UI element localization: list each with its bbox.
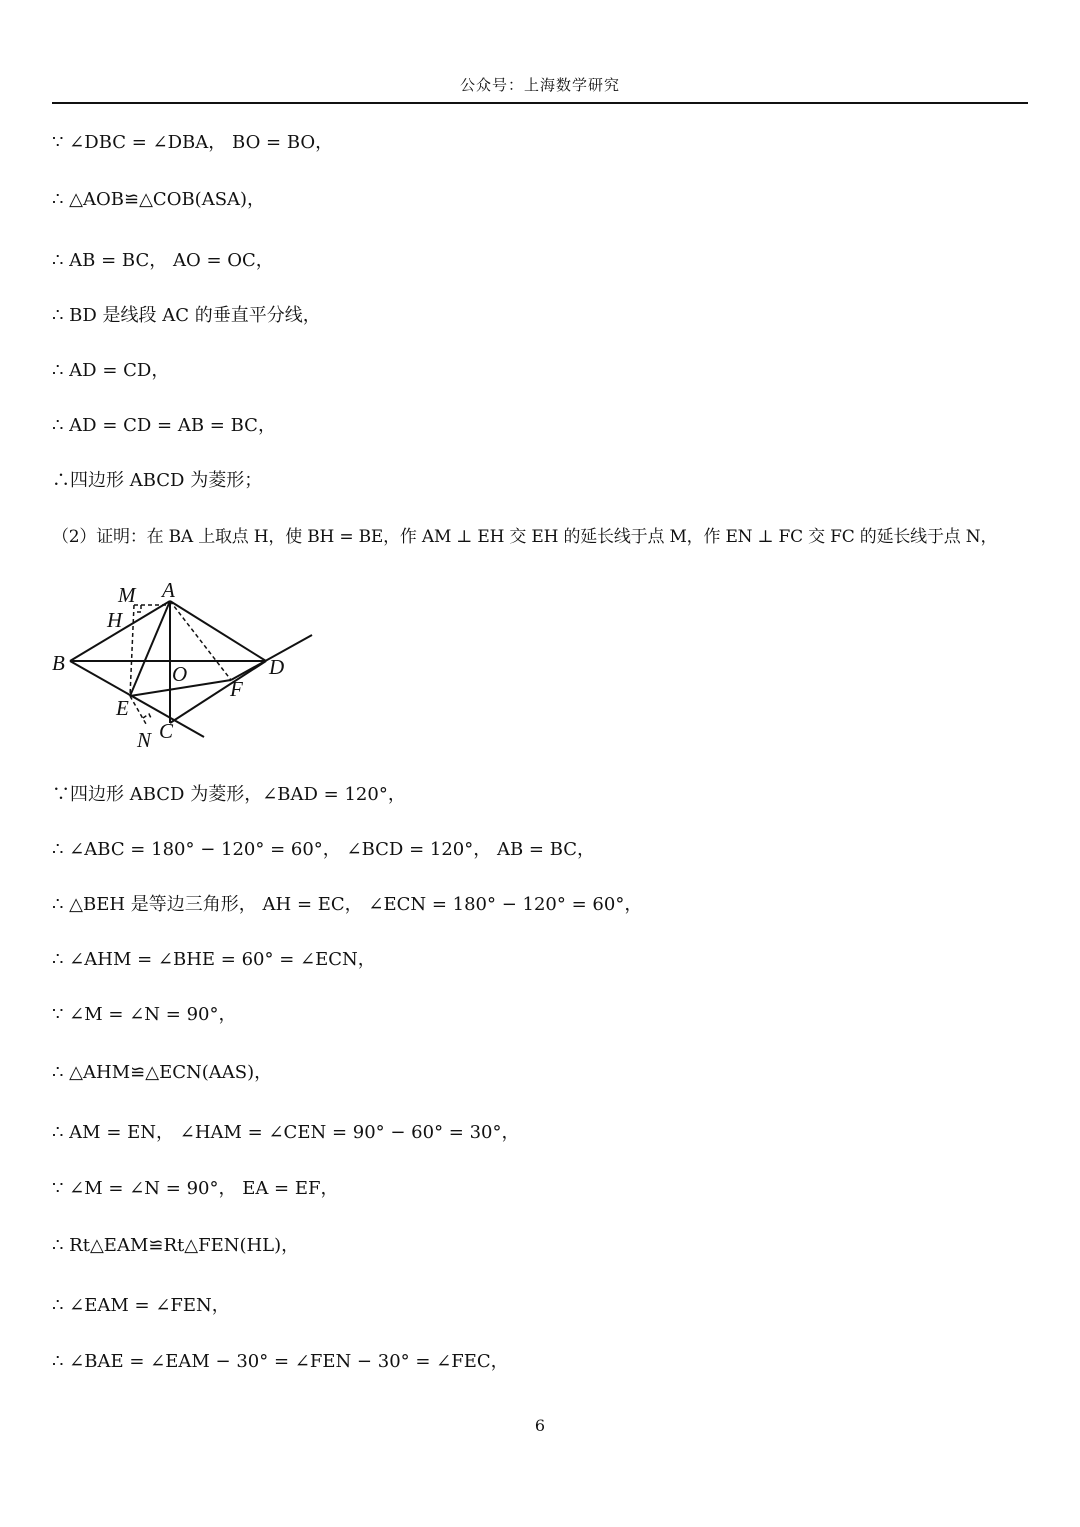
proof-line-16: ∵ ∠M = ∠N = 90°， EA = EF，	[52, 1178, 339, 1199]
proof-line-4: ∴ BD 是线段 AC 的垂直平分线，	[52, 305, 321, 326]
proof-line-18: ∴ ∠EAM = ∠FEN，	[52, 1295, 230, 1316]
proof-line-14: ∴ △AHM≌△ECN(AAS)，	[52, 1062, 273, 1083]
label-B: B	[52, 651, 65, 675]
proof-line-17: ∴ Rt△EAM≌Rt△FEN(HL)，	[52, 1235, 300, 1256]
geometry-diagram	[48, 578, 328, 756]
label-H: H	[107, 608, 123, 632]
proof-line-19: ∴ ∠BAE = ∠EAM − 30° = ∠FEN − 30° = ∠FEC，	[52, 1351, 509, 1372]
segment-MH-E	[130, 605, 134, 696]
proof-line-7: ∴四边形 ABCD 为菱形；	[52, 470, 263, 491]
label-D: D	[269, 655, 285, 679]
proof-line-3: ∴ AB = BC， AO = OC，	[52, 250, 274, 271]
right-angle-N	[143, 714, 152, 720]
label-O: O	[172, 662, 188, 686]
proof-line-12: ∴ ∠AHM = ∠BHE = 60° = ∠ECN，	[52, 949, 376, 970]
label-E: E	[116, 696, 129, 720]
label-F: F	[230, 677, 243, 701]
proof-line-15: ∴ AM = EN， ∠HAM = ∠CEN = 90° − 60° = 30°，	[52, 1122, 520, 1143]
proof-line-6: ∴ AD = CD = AB = BC，	[52, 415, 276, 436]
proof-line-1: ∵ ∠DBC = ∠DBA， BO = BO，	[52, 132, 334, 153]
proof-line-9: ∵四边形 ABCD 为菱形，∠BAD = 120°，	[52, 784, 406, 805]
segment-AE	[130, 601, 170, 696]
proof-line-13: ∵ ∠M = ∠N = 90°，	[52, 1004, 237, 1025]
proof-line-11: ∴ △BEH 是等边三角形， AH = EC， ∠ECN = 180° − 120° = 60°，	[52, 894, 643, 915]
proof-line-2: ∴ △AOB≌△COB(ASA)，	[52, 189, 266, 210]
page-header: 公众号：上海数学研究	[459, 76, 620, 94]
segment-AD	[170, 601, 266, 661]
page-number: 6	[534, 1416, 546, 1435]
label-N: N	[137, 728, 152, 752]
proof-line-10: ∴ ∠ABC = 180° − 120° = 60°， ∠BCD = 120°， AB = BC，	[52, 839, 596, 860]
label-A: A	[162, 578, 175, 602]
label-M: M	[118, 583, 136, 607]
proof-part-2-intro: （2）证明：在 BA 上取点 H，使 BH = BE，作 AM ⊥ EH 交 EH 的延长线于点 M，作 EN ⊥ FC 交 FC 的延长线于点 N，	[52, 527, 998, 547]
proof-line-5: ∴ AD = CD，	[52, 360, 170, 381]
header-divider	[52, 102, 1028, 104]
label-C: C	[159, 719, 174, 743]
